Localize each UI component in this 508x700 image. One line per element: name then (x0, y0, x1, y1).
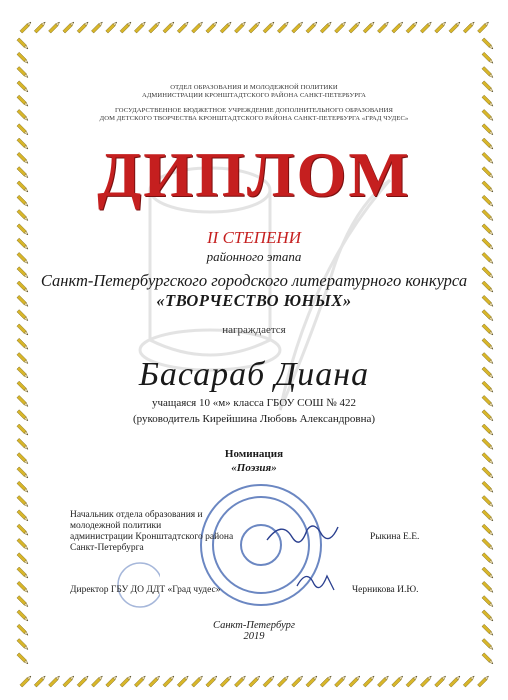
pencil-mark (292, 675, 304, 687)
pencil-mark (220, 675, 232, 687)
pencil-mark (463, 675, 475, 687)
pencil-mark (435, 675, 447, 687)
diploma-title: ДИПЛОМ (97, 139, 411, 210)
pencil-mark (17, 553, 29, 565)
pencil-mark (20, 675, 32, 687)
pencil-mark (463, 21, 475, 33)
pencil-mark (17, 538, 29, 550)
pencil-mark (482, 67, 494, 79)
nomination-value: «Поэзия» (231, 462, 277, 474)
awarded-label: награждается (222, 324, 286, 336)
signatory-1-line: Санкт-Петербурга (70, 543, 144, 553)
pencil-mark (482, 510, 494, 522)
pencil-mark (163, 675, 175, 687)
pencil-mark (406, 675, 418, 687)
pencil-mark (17, 67, 29, 79)
pencil-mark (320, 21, 332, 33)
pencil-mark (17, 52, 29, 64)
pencil-mark (177, 21, 189, 33)
pencil-mark (149, 675, 161, 687)
pencil-mark (34, 21, 46, 33)
pencil-mark (406, 21, 418, 33)
pencil-mark (482, 310, 494, 322)
signatory-1-line: Начальник отдела образования и (70, 510, 203, 520)
signature-rykina (262, 515, 342, 555)
pencil-mark (449, 675, 461, 687)
pencil-mark (263, 21, 275, 33)
pencil-mark (17, 596, 29, 608)
pencil-mark (120, 675, 132, 687)
pencil-mark (320, 675, 332, 687)
header-line-3: ГОСУДАРСТВЕННОЕ БЮДЖЕТНОЕ УЧРЕЖДЕНИЕ ДОПОЛНИТЕЛЬНОГО ОБРАЗОВАНИЯ (115, 107, 393, 114)
pencil-mark (482, 124, 494, 136)
pencil-mark (420, 675, 432, 687)
pencil-mark (335, 675, 347, 687)
pencil-mark (482, 338, 494, 350)
degree: II СТЕПЕНИ (207, 228, 301, 247)
pencil-mark (306, 21, 318, 33)
recipient-grade: учащаяся 10 «м» класса ГБОУ СОШ № 422 (151, 397, 357, 409)
pencil-mark (91, 21, 103, 33)
pencil-mark (134, 675, 146, 687)
pencil-mark (17, 524, 29, 536)
pencil-mark (482, 538, 494, 550)
pencil-mark (292, 21, 304, 33)
pencil-mark (482, 581, 494, 593)
pencil-mark (17, 38, 29, 50)
pencil-mark (17, 338, 29, 350)
pencil-mark (482, 553, 494, 565)
pencil-mark (277, 21, 289, 33)
pencil-mark (482, 524, 494, 536)
pencil-mark (17, 310, 29, 322)
pencil-mark (363, 675, 375, 687)
pencil-mark (482, 596, 494, 608)
nomination-label: Номинация (224, 448, 284, 460)
pencil-mark (482, 567, 494, 579)
pencil-mark (482, 496, 494, 508)
pencil-mark (134, 21, 146, 33)
pencil-mark (234, 675, 246, 687)
pencil-mark (306, 675, 318, 687)
pencil-mark (20, 21, 32, 33)
pencil-mark (420, 21, 432, 33)
pencil-mark (435, 21, 447, 33)
pencil-mark (17, 567, 29, 579)
pencil-mark (482, 481, 494, 493)
pencil-mark (49, 21, 61, 33)
pencil-mark (377, 21, 389, 33)
pencil-mark (249, 675, 261, 687)
pencil-mark (335, 21, 347, 33)
signatory-1-line: молодежной политики (70, 521, 162, 531)
pencil-mark (249, 21, 261, 33)
pencil-mark (482, 52, 494, 64)
pencil-mark (177, 675, 189, 687)
pencil-mark (34, 675, 46, 687)
pencil-mark (392, 675, 404, 687)
header-line-2: АДМИНИСТРАЦИИ КРОНШТАДТСКОГО РАЙОНА САНКТ-ПЕТЕРБУРГА (141, 92, 367, 99)
pencil-mark (192, 675, 204, 687)
signature-chernikova (292, 566, 342, 596)
pencil-mark (349, 675, 361, 687)
footer-city: Санкт-Петербург (213, 620, 295, 631)
pencil-mark (91, 675, 103, 687)
stage: районного этапа (206, 249, 302, 264)
pencil-mark (478, 675, 490, 687)
pencil-mark (482, 38, 494, 50)
signatory-1-name: Рыкина Е.Е. (370, 532, 420, 542)
pencil-mark (363, 21, 375, 33)
pencil-mark (206, 21, 218, 33)
pencil-mark (17, 124, 29, 136)
pencil-mark (478, 21, 490, 33)
pencil-mark (106, 21, 118, 33)
pencil-mark (17, 581, 29, 593)
pencil-mark (377, 675, 389, 687)
signatory-2-name: Черникова И.Ю. (352, 585, 419, 595)
pencil-mark (149, 21, 161, 33)
pencil-mark (17, 481, 29, 493)
pencil-mark (163, 21, 175, 33)
header-line-4: ДОМ ДЕТСКОГО ТВОРЧЕСТВА КРОНШТАДТСКОГО РАЙОНА САНКТ-ПЕТЕРБУРГА «ГРАД ЧУДЕС» (99, 115, 409, 122)
pencil-mark (206, 675, 218, 687)
pencil-mark (17, 510, 29, 522)
pencil-mark (120, 21, 132, 33)
header-line-1: ОТДЕЛ ОБРАЗОВАНИЯ И МОЛОДЕЖНОЙ ПОЛИТИКИ (170, 84, 338, 91)
pencil-mark (63, 21, 75, 33)
pencil-mark (482, 424, 494, 436)
pencil-mark (77, 21, 89, 33)
recipient-leader: (руководитель Кирейшина Любовь Александровна) (132, 413, 376, 425)
footer-year: 2019 (243, 631, 265, 642)
pencil-mark (220, 21, 232, 33)
pencil-mark (63, 675, 75, 687)
pencil-mark (234, 21, 246, 33)
pencil-mark (392, 21, 404, 33)
pencil-mark (77, 675, 89, 687)
pencil-mark (17, 653, 29, 665)
pencil-mark (277, 675, 289, 687)
signatory-1-title (70, 510, 233, 554)
signatory-2-title: Директор ГБУ ДО ДДТ «Град чудес» (70, 585, 221, 595)
pencil-mark (17, 496, 29, 508)
pencil-mark (49, 675, 61, 687)
signatory-1-line: администрации Кронштадтского района (70, 532, 234, 542)
pencil-mark (482, 653, 494, 665)
pencil-mark (192, 21, 204, 33)
pencil-mark (106, 675, 118, 687)
pencil-mark (349, 21, 361, 33)
pencil-mark (263, 675, 275, 687)
contest-name: «ТВОРЧЕСТВО ЮНЫХ» (156, 291, 352, 310)
contest: Санкт-Петербургского городского литературного конкурса (40, 271, 468, 290)
pencil-mark (17, 424, 29, 436)
footer (0, 620, 508, 642)
pencil-mark (449, 21, 461, 33)
recipient-name: Басараб Диана (138, 356, 370, 393)
